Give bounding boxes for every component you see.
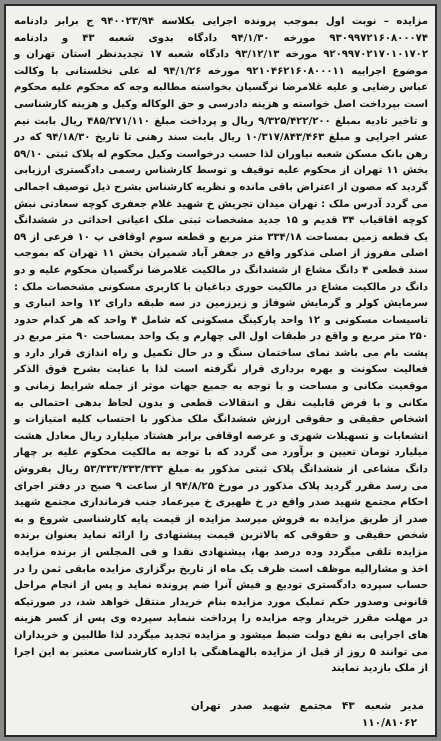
auction-notice-text: مزایده – نوبت اول بموجب پرونده اجرایی بکلاسه ۹۴۰۰۲۳/۹۴ ج برابر دادنامه ۹۳۰۹۹۷۲۱۶۰۸۰۰۰۷۴ مورخه ۹۴/۱/۳۰ دادگاه بدوی شعبه ۴۳ و دادنامه ۹۲۰۹۹۷۰۲۱۷۰۱۰۱۷۰۲ مورخه ۹۳/۱۲/۱۳ دادگاه شعبه ۱۷ تجدیدنظر استان تهران و موضوع اجراییه ۹۲۱۰۴۶۲۱۶۰۸۰۰۰۱۱ مورخه ۹۴/۱/۲۶ له علی نخلستانی با وکالت عباس رضایی و علیه غلامرضا نرگسیان بخواسته مطالبه وجه که محکوم علیه محکوم است بپرداخت اصل خواسته و هزینه دادرسی و حق الوکاله وکیل و هزینه کارشناسی و تاخیر تادیه بمبلغ ۹/۳۲۵/۴۲۲/۲۰۰ ریال و پرداخت مبلغ ۴۸۵/۲۷۱/۱۱۰ ریال بابت نیم عشر اجرایی و مبلغ ۱۰/۳۱۷/۸۴۳/۴۶۳ ریال بابت سند رهنی تا تاریخ ۹۴/۱۸/۳۰ که در رهن بانک مسکن شعبه نیاوران لذا حسب درخواست وکیل محکوم له پلاک ثبتی ۵۹/۱۰ بخش ۱۱ تهران از محکوم علیه توقیف و توسط کارشناس رسمی دادگستری ارزیابی گردید که مصون از اعتراض باقی مانده و نظریه کارشناس بشرح ذیل توصیف اجمالی می گردد آدرس ملک : تهران میدان تجریش خ شهید غلام جعفری کوچه سعادتی نبش کوچه اقاقیاب ۳۴ قدیم و ۱۵ جدید مشخصات ثبتی ملک اعیانی احداثی در ششدانگ یک قطعه زمین بمساحت ۳۳۴/۱۸ متر مربع و قطعه سوم اوقافی پ ۱۰ فرعی از ۵۹ اصلی مفروز از اصلی مذکور واقع در جعفر آباد شمیران بخش ۱۱ تهران که بموجب سند قطعی ۴ دانگ مشاع از ششدانگ در مالکیت غلامرضا نرگسیان محکوم علیه و دو دانگ در مالکیت مشاع در مالکیت حوری دباغیان با کاربری مسکونی مشخصات ملک : سرمایش کولر و گرمایش شوفاژ و زیرزمین در سه طبقه دارای ۱۲ واحد انباری و تاسیسات مسکونی و ۱۲ واحد پارکینگ مسکونی که شامل ۴ واحد که هر کدام حدود ۲۵۰ متر مربع و واقع در طبقات اول الی چهارم و یک واحد بمساحت ۹۰ متر مربع در پشت بام می باشد نمای ساختمان سنگ و در حال تکمیل و راه اندازی قرار دارد و فعالیت سکونت و بهره برداری قرار نگرفته است لذا با عنایت بشرح فوق الذکر موقعیت مکانی و مساحت و با توجه به جمیع جهات موثر از جمله شرایط زمانی و مکانی و با فرض قابلیت نقل و انتقالات قطعی و بدون لحاظ بدهی احتمالی به اشخاص حقیقی و حقوقی ارزش ششدانگ ملک مذکور با احتساب کلیه امتیازات و انشعابات و تسهیلات شهری و عرصه اوقافی برابر هشتاد میلیارد ریال معادل هشت میلیارد تومان تعیین و برآورد می گردد که با توجه به مالکیت محکوم علیه بر چهار دانگ مشاعی از ششدانگ پلاک ثبتی مذکور به مبلغ ۵۳/۳۳۳/۳۳۳/۳۳۳ ریال بفروش می رسد مقرر گردید پلاک مذکور در مورخ ۹۴/۸/۲۵ از ساعت ۹ صبح در دفتر اجرای احکام مجتمع شهید صدر واقع در خ ظهیری خ میرعماد جنب فرمانداری مجتمع شهید صدر از طریق مزایده به فروش میرسد مزایده از قیمت پایه کارشناسی شروع و به شخص حقیقی و حقوقی که بالاترین قیمت پیشنهادی را ارائه نماید بعنوان برنده مزایده تلقی میگردد وده درصد بها، پیشنهادی نقدا و فی المجلس از برنده مزایده اخذ و مشارالیه موظف است ظرف یک ماه از تاریخ برگزاری مزایده مابقی ثمن را در حساب سپرده دادگستری تودیع و فیش آنرا ضم پرونده نماید و پس از انجام مراحل قانونی وصدور حکم تملیک مورد مزایده بنام خریدار منتقل خواهد شد، در صورتیکه در مهلت مقرر خریدار وجه مزایده را پرداخت ننماید سپرده وی پس از کسر هزینه های اجرایی به نفع دولت ضبط میشود و مزایده تجدید میگردد لذا طالبین و خریداران می توانند ۵ روز از قبل از مزایده بالهماهنگی با اداره کارشناسی معتبر به این اجرا از ملک بازدید نمایند xyxy=(14,16,429,675)
notice-code: ۱۱۰/۸۱۰۶۲ xyxy=(361,717,417,729)
newspaper-clipping xyxy=(4,4,437,737)
notice-signature: مدیر شعبه ۴۳ مجتمع شهید صدر تهران xyxy=(190,700,424,712)
